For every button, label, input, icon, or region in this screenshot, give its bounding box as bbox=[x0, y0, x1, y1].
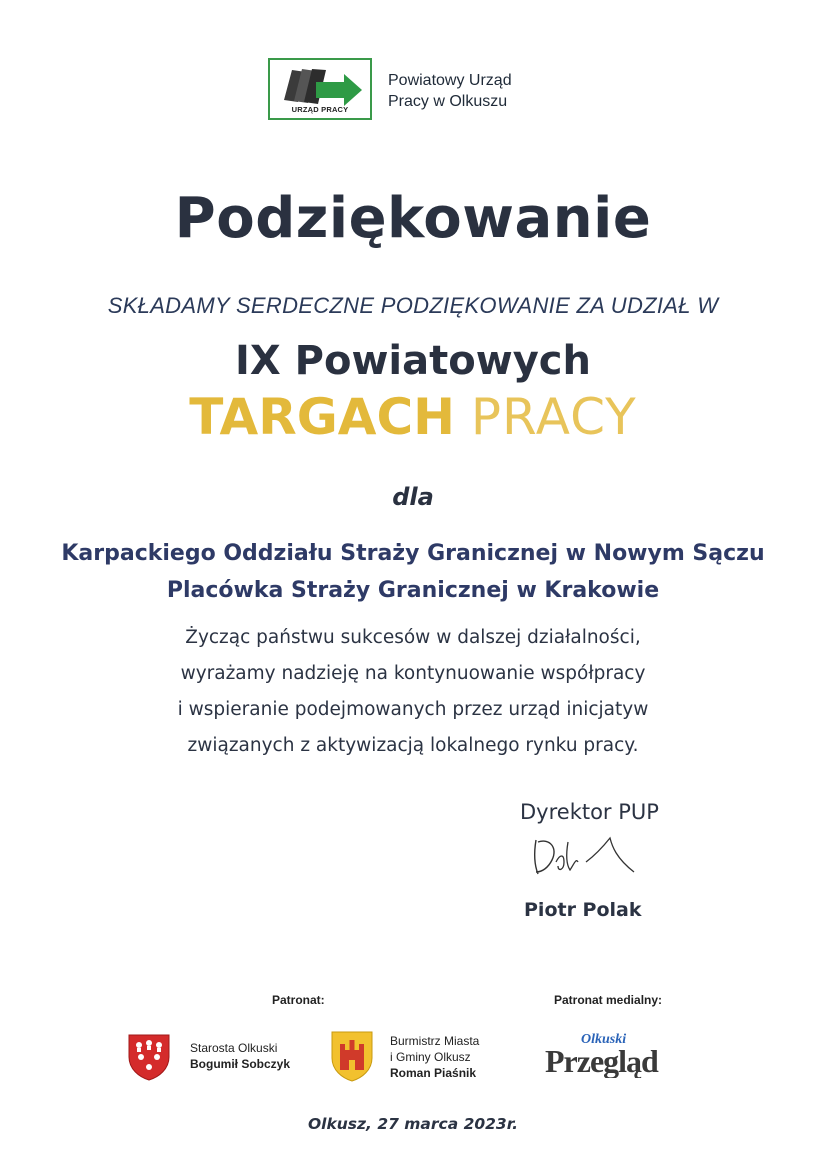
organization-name bbox=[388, 70, 588, 112]
wishes-line: Życząc państwu sukcesów w dalszej działalności, bbox=[185, 627, 641, 648]
patron-2-title-2: i Gminy Olkusz bbox=[390, 1050, 471, 1064]
recipient-line-2: Placówka Straży Granicznej w Krakowie bbox=[166, 578, 660, 603]
media-patronage-label: Patronat medialny: bbox=[554, 993, 663, 1007]
wishes-paragraph bbox=[0, 620, 826, 764]
org-name-line-2: Pracy w Olkuszu bbox=[388, 93, 508, 110]
for-word: dla bbox=[392, 483, 434, 511]
patron-1 bbox=[190, 1040, 290, 1072]
signature-icon bbox=[528, 832, 648, 882]
town-crest-icon bbox=[330, 1030, 374, 1082]
recipient-line-1: Karpackiego Oddziału Straży Granicznej w Nowym Sączu bbox=[61, 541, 765, 566]
event-name-light: PRACY bbox=[470, 388, 637, 446]
event-name-line-1: IX Powiatowych bbox=[235, 338, 591, 384]
wishes-line: związanych z aktywizacją lokalnego rynku pracy. bbox=[187, 735, 639, 756]
event-name-bold: TARGACH bbox=[189, 388, 455, 446]
patron-2-name: Roman Piaśnik bbox=[390, 1066, 477, 1080]
issue-date: Olkusz, 27 marca 2023r. bbox=[307, 1115, 519, 1133]
logo-caption: URZĄD PRACY bbox=[291, 105, 349, 114]
subtitle: SKŁADAMY SERDECZNE PODZIĘKOWANIE ZA UDZIAŁ W bbox=[107, 293, 719, 318]
wishes-line: wyrażamy nadzieję na kontynuowanie współpracy bbox=[180, 663, 646, 684]
patron-2-title-1: Burmistrz Miasta bbox=[390, 1034, 480, 1048]
przeglad-olkuski-logo bbox=[543, 1030, 693, 1078]
county-crest-icon bbox=[127, 1033, 171, 1081]
pup-logo bbox=[268, 58, 372, 120]
signatory-name: Piotr Polak bbox=[524, 899, 642, 921]
patronage-label: Patronat: bbox=[272, 993, 325, 1007]
patron-2 bbox=[390, 1033, 479, 1081]
patron-1-title: Starosta Olkuski bbox=[190, 1041, 278, 1055]
patron-1-name: Bogumił Sobczyk bbox=[190, 1057, 291, 1071]
page-title: Podziękowanie bbox=[174, 186, 652, 251]
media-logo-big-text: Przegląd bbox=[545, 1043, 658, 1078]
event-name-line-2 bbox=[0, 388, 826, 446]
org-name-line-1: Powiatowy Urząd bbox=[388, 72, 512, 89]
media-logo-small-text: Olkuski bbox=[581, 1032, 627, 1047]
signatory-title: Dyrektor PUP bbox=[520, 800, 659, 824]
wishes-line: i wspieranie podejmowanych przez urząd inicjatyw bbox=[177, 699, 649, 720]
